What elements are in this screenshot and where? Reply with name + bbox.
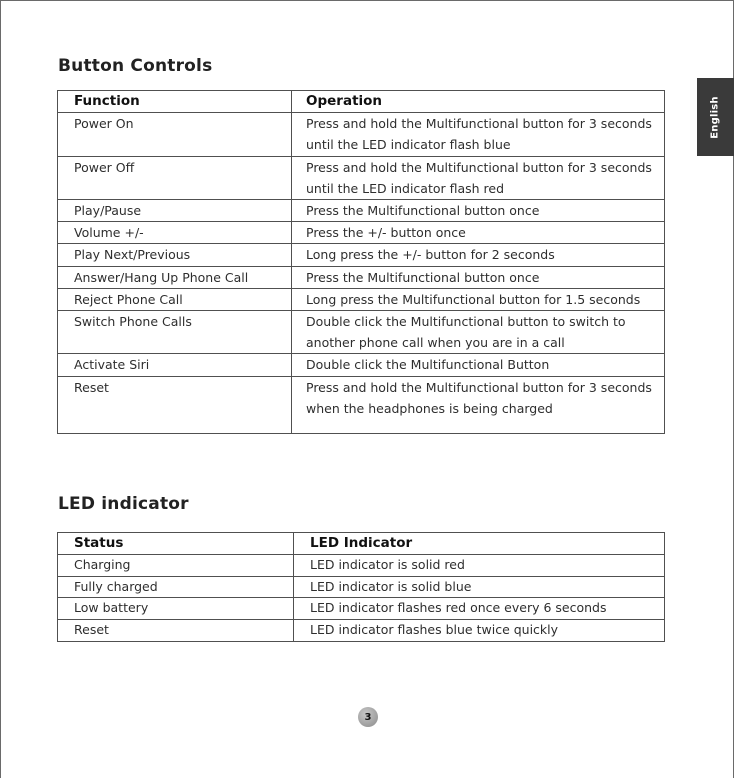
- function-cell: Power On: [58, 113, 292, 156]
- table-row: [58, 576, 665, 598]
- status-header: Status: [58, 533, 294, 555]
- operation-cell: Press and hold the Multifunctional button for 3 seconds when the headphones is being charged: [292, 376, 665, 433]
- led-indicator-heading: LED indicator: [58, 494, 189, 514]
- table-row: [58, 620, 665, 642]
- operation-cell: Press the +/- button once: [292, 222, 665, 244]
- table-row: [58, 156, 665, 199]
- page-number-badge: 3: [358, 707, 378, 727]
- status-cell: Charging: [58, 554, 294, 576]
- function-cell: Play Next/Previous: [58, 244, 292, 266]
- table-row: [58, 354, 665, 376]
- table-row: [58, 200, 665, 222]
- operation-cell: Long press the Multifunctional button for 1.5 seconds: [292, 288, 665, 310]
- status-cell: Low battery: [58, 598, 294, 620]
- function-cell: Switch Phone Calls: [58, 311, 292, 354]
- function-cell: Reset: [58, 376, 292, 433]
- table-row: [58, 376, 665, 433]
- table-row: [58, 598, 665, 620]
- operation-cell: Press and hold the Multifunctional button for 3 seconds until the LED indicator flash red: [292, 156, 665, 199]
- status-cell: Reset: [58, 620, 294, 642]
- language-tab: [697, 78, 734, 156]
- function-cell: Volume +/-: [58, 222, 292, 244]
- table-row: [58, 222, 665, 244]
- table-row: [58, 244, 665, 266]
- status-cell: Fully charged: [58, 576, 294, 598]
- operation-cell: Press the Multifunctional button once: [292, 266, 665, 288]
- led-indicator-header: LED Indicator: [294, 533, 665, 555]
- function-cell: Power Off: [58, 156, 292, 199]
- table-row: [58, 266, 665, 288]
- operation-cell: Press and hold the Multifunctional button for 3 seconds until the LED indicator flash blue: [292, 113, 665, 156]
- operation-cell: Press the Multifunctional button once: [292, 200, 665, 222]
- indicator-cell: LED indicator is solid blue: [294, 576, 665, 598]
- function-cell: Play/Pause: [58, 200, 292, 222]
- table-header-row: [58, 91, 665, 113]
- indicator-cell: LED indicator flashes red once every 6 seconds: [294, 598, 665, 620]
- function-cell: Activate Siri: [58, 354, 292, 376]
- table-row: [58, 554, 665, 576]
- function-cell: Reject Phone Call: [58, 288, 292, 310]
- operation-cell: Double click the Multifunctional Button: [292, 354, 665, 376]
- indicator-cell: LED indicator flashes blue twice quickly: [294, 620, 665, 642]
- indicator-cell: LED indicator is solid red: [294, 554, 665, 576]
- operation-header: Operation: [292, 91, 665, 113]
- language-tab-label: English: [710, 95, 721, 139]
- button-controls-table: [57, 90, 665, 434]
- operation-cell: Long press the +/- button for 2 seconds: [292, 244, 665, 266]
- table-row: [58, 311, 665, 354]
- function-cell: Answer/Hang Up Phone Call: [58, 266, 292, 288]
- table-row: [58, 288, 665, 310]
- table-row: [58, 113, 665, 156]
- function-header: Function: [58, 91, 292, 113]
- operation-cell: Double click the Multifunctional button to switch to another phone call when you are in a call: [292, 311, 665, 354]
- table-header-row: [58, 533, 665, 555]
- button-controls-heading: Button Controls: [58, 56, 213, 76]
- led-indicator-table: [57, 532, 665, 642]
